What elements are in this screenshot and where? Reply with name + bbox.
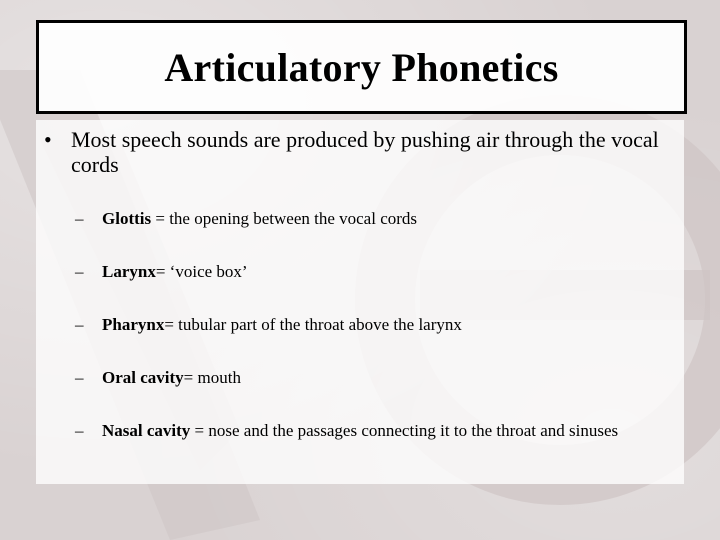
main-bullet bbox=[44, 127, 664, 177]
sub-item-pharynx bbox=[75, 315, 665, 334]
sub-item-content bbox=[102, 368, 241, 387]
sub-item-content bbox=[102, 421, 618, 440]
sub-item-definition: = nose and the passages connecting it to the throat and sinuses bbox=[190, 421, 619, 440]
sub-item-larynx bbox=[75, 262, 665, 281]
main-bullet-text: Most speech sounds are produced by pushing air through the vocal cords bbox=[71, 127, 659, 177]
sub-item-content bbox=[102, 209, 417, 228]
sub-item-term: Oral cavity bbox=[102, 368, 184, 387]
sub-item-definition: = ‘voice box’ bbox=[155, 262, 248, 281]
sub-item-marker: – bbox=[75, 421, 84, 440]
sub-item-marker: – bbox=[75, 262, 84, 281]
sub-item-marker: – bbox=[75, 209, 84, 228]
sub-item-oral-cavity bbox=[75, 368, 665, 387]
sub-item-term: Pharynx bbox=[102, 315, 165, 334]
title-box bbox=[36, 20, 687, 114]
sub-item-glottis bbox=[75, 209, 665, 228]
sub-item-marker: – bbox=[75, 315, 84, 334]
bullet-marker: • bbox=[44, 127, 52, 152]
sub-item-definition: = mouth bbox=[183, 368, 241, 387]
sub-item-term: Nasal cavity bbox=[102, 421, 191, 440]
sub-item-term: Larynx bbox=[102, 262, 156, 281]
sub-item-content bbox=[102, 262, 248, 281]
sub-item-content bbox=[102, 315, 462, 334]
sub-item-marker: – bbox=[75, 368, 84, 387]
sub-item-definition: = tubular part of the throat above the larynx bbox=[164, 315, 462, 334]
sub-item-nasal-cavity bbox=[75, 421, 665, 440]
sub-item-term: Glottis bbox=[102, 209, 152, 228]
slide-title: Articulatory Phonetics bbox=[164, 44, 559, 90]
sub-item-definition: = the opening between the vocal cords bbox=[151, 209, 418, 228]
